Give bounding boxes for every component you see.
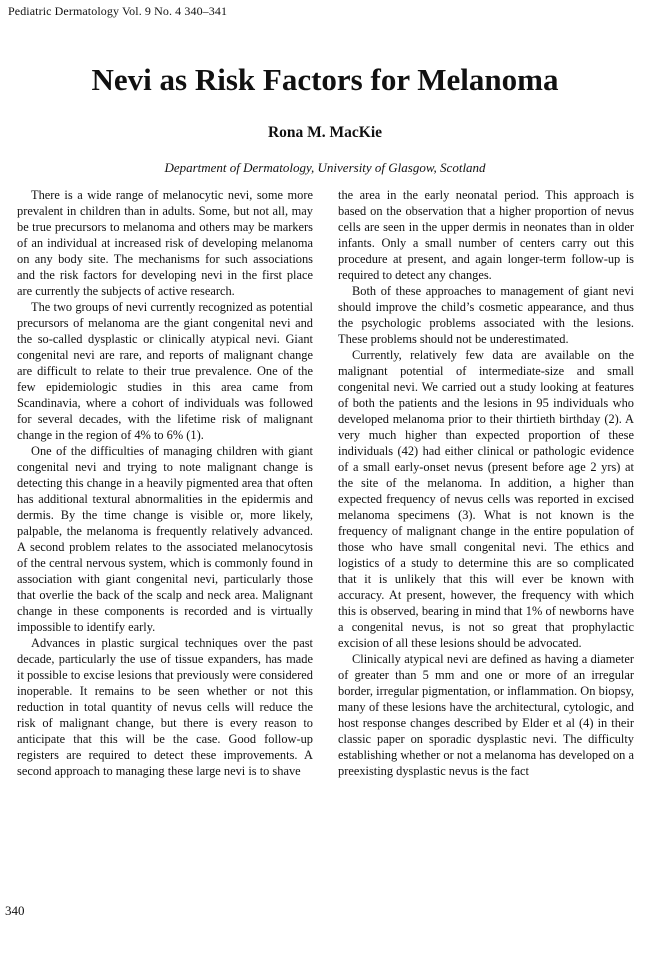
paragraph: Clinically atypical nevi are defined as having a diameter of greater than 5 mm and one or more of an irregular border, irregular pigmentation, or inflammation. On biopsy, many of these lesions have the architectural, cytologic, and host response changes described by Elder et al (4) in their classic paper on sporadic dysplastic nevi. The difficulty establishing whether or not a melanoma has developed on a preexisting dysplastic nevus is the fact <box>338 652 634 778</box>
page-number: 340 <box>5 903 25 918</box>
paragraph: The two groups of nevi currently recognized as potential precursors of melanoma are the giant congenital nevi and the so-called dysplastic or clinically atypical nevi. Giant congenital nevi are rare, and reports of malignant change are difficult to relate to their true prevalence. One of the few epidemiologic studies in this area came from Scandinavia, where a cohort of individuals was followed for several decades, with the lifetime risk of malignant change in the region of 4% to 6% (1). <box>17 300 313 442</box>
paragraph: the area in the early neonatal period. This approach is based on the observation that a higher proportion of nevus cells are seen in the upper dermis in neonates than in older infants. Only a small number of centers carry out this procedure at present, and again longer-term follow-up is required to detect any changes. <box>338 188 634 282</box>
article-title: Nevi as Risk Factors for Melanoma <box>91 62 559 97</box>
paragraph: One of the difficulties of managing children with giant congenital nevi and trying to note malignant change is detecting this change in a heavily pigmented area that often has additional textural abnormalities in the epidermis and dermis. By the time change is visible or, more likely, palpable, the melanoma is frequently relatively advanced. A second problem relates to the associated melanocytosis of the central nervous system, which is commonly found in association with giant congenital nevi, particularly those that overlie the back of the scalp and neck area. Malignant change in these components is recorded and is virtually impossible to identify early. <box>17 444 313 634</box>
right-column <box>338 187 634 887</box>
author-affiliation: Department of Dermatology, University of Glasgow, Scotland <box>164 160 486 175</box>
paragraph: Currently, relatively few data are available on the malignant potential of intermediate-size and small congenital nevi. We carried out a study looking at features of both the patients and the lesions in 95 individuals who developed melanoma prior to their thirtieth birthday (2). A very much higher than expected proportion of these individuals (42) had either clinical or pathologic evidence of a small early-onset nevus (present before age 2 yrs) at the site of the melanoma. In addition, a higher than expected frequency of nevus cells was reported in excised melanoma specimens (3). What is not known is the frequency of malignant change in the entire population of those who have small congenital nevi. The ethics and logistics of a study to determine this are so complicated that it is unlikely that this will ever be known with accuracy. At present, however, the frequency with which this is observed, bearing in mind that 1% of newborns have a congenital nevus, is not so great that prophylactic excision of all these lesions should be advocated. <box>338 348 634 650</box>
paragraph: Both of these approaches to management of giant nevi should improve the child’s cosmetic appearance, and thus the psychologic problems associated with the lesions. These problems should not be underestimated. <box>338 284 634 346</box>
author-name: Rona M. MacKie <box>267 124 383 141</box>
paragraph: Advances in plastic surgical techniques over the past decade, particularly the use of tissue expanders, has made it possible to excise lesions that previously were considered inoperable. It remains to be seen whether or not this reduction in total quantity of nevus cells will reduce the risk of malignant change, but there is every reason to anticipate that this will be the case. Good follow-up registers are required to detect these improvements. A second approach to managing these large nevi is to shave <box>17 636 313 778</box>
paragraph: There is a wide range of melanocytic nevi, some more prevalent in children than in adults. Some, but not all, may be true precursors to melanoma and others may be markers of an individual at increased risk of developing melanoma on any body site. The mechanisms for such associations and the risk factors for developing nevi in the first place are currently the subjects of active research. <box>17 188 313 298</box>
left-column <box>17 187 313 887</box>
running-head: Pediatric Dermatology Vol. 9 No. 4 340–341 <box>8 4 228 18</box>
